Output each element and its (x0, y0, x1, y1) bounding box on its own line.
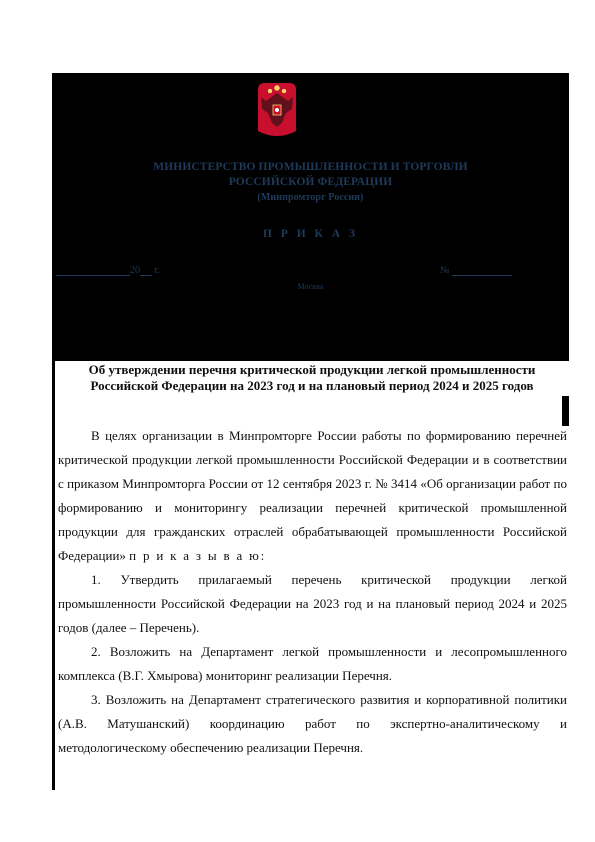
margin-bar (52, 360, 55, 790)
document-body (58, 424, 567, 760)
number-sign: № (440, 265, 450, 276)
date-year: 20 (130, 265, 140, 276)
document-title (60, 362, 564, 394)
order-number-field (440, 265, 512, 276)
ministry-line-1: МИНИСТЕРСТВО ПРОМЫШЛЕННОСТИ И ТОРГОВЛИ (153, 161, 468, 173)
order-phrase: п р и к а з ы в а ю (129, 548, 261, 563)
item-1: 1. Утвердить прилагаемый перечень критической продукции легкой промышленности Российской Федерации на 2023 год и на плановый период 2024 и 2025 годов (далее – Перечень). (58, 572, 567, 635)
date-field (56, 265, 160, 276)
ministry-line-2: РОССИЙСКОЙ ФЕДЕРАЦИИ (228, 176, 393, 188)
number-blank (452, 265, 512, 276)
date-blank (56, 265, 130, 276)
date-suffix: г. (154, 265, 160, 276)
item-3: 3. Возложить на Департамент стратегического развития и корпоративной политики (А.В. Матушанский) координацию работ по экспертно-аналитическому и методологическому обеспечению реализации Перечня. (58, 692, 567, 755)
city-label: Москва (297, 282, 324, 291)
order-colon: : (260, 548, 265, 563)
year-blank (140, 265, 152, 276)
order-heading: П Р И К А З (262, 228, 358, 240)
title-line-2: Российской Федерации на 2023 год и на плановый период 2024 и 2025 годов (90, 378, 534, 393)
header-block (52, 73, 569, 361)
intro-text: В целях организации в Минпромторге России работы по формированию перечней критической продукции легкой промышленности Российской Федерации и в соответствии с приказом Минпромторга России от 12 сентября 2023 г. № 3414 «Об организации работ по формированию и мониторингу реализации перечней критической промышленной продукции для гражданских отраслей обрабатывающей промышленности Российской Федерации» (58, 428, 567, 563)
coat-of-arms-icon (254, 79, 300, 139)
title-line-1: Об утверждении перечня критической продукции легкой промышленности (88, 362, 536, 377)
ministry-short-name: (Минпромторг России) (257, 192, 364, 203)
ministry-name (52, 160, 569, 205)
item-2: 2. Возложить на Департамент легкой промышленности и лесопромышленного комплекса (В.Г. Хмырова) мониторинг реализации Перечня. (58, 644, 567, 683)
intro-paragraph (58, 424, 567, 568)
cursor-marker (562, 396, 569, 426)
